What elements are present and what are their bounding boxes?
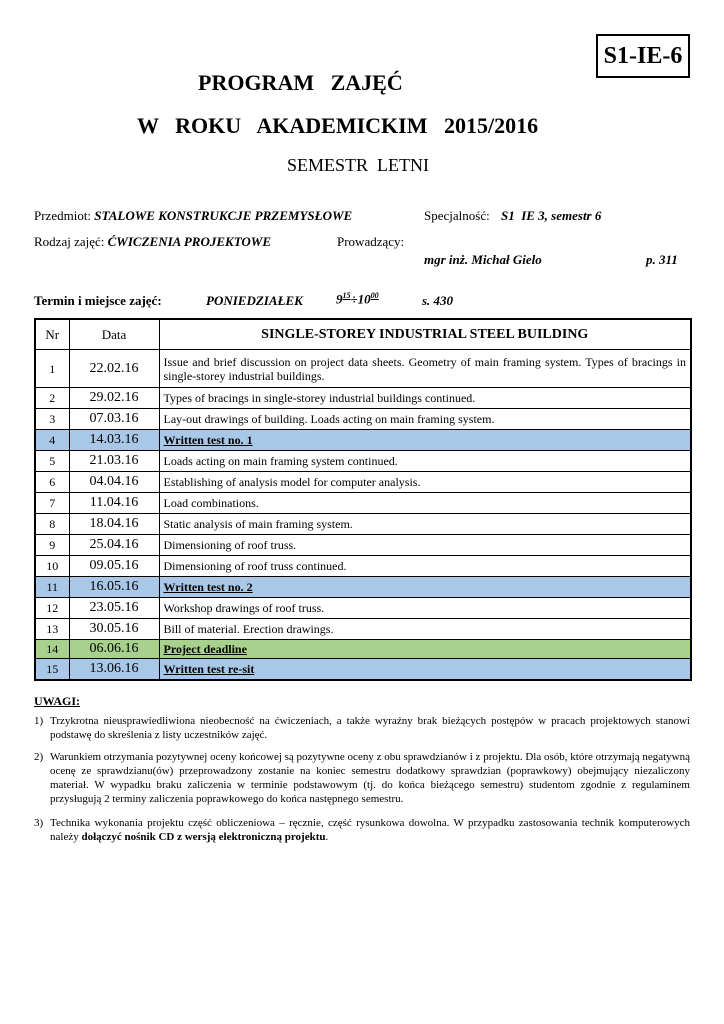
class-type-value: ĆWICZENIA PROJEKTOWE bbox=[107, 234, 272, 249]
semester-title: SEMESTR LETNI bbox=[287, 155, 429, 175]
table-row-deadline: 14 06.06.16 Project deadline bbox=[35, 640, 691, 659]
table-row-highlight: 11 16.05.16 Written test no. 2 bbox=[35, 577, 691, 598]
note-item: 3) Technika wykonania projektu część obliczeniowa – ręcznie, część rysunkowa dowolna. W przypadku zastosowania technik komputerowych należy dołączyć nośnik CD z wersją elektroniczną projektu. bbox=[34, 817, 690, 843]
teacher-label: Prowadzący: bbox=[337, 234, 405, 249]
academic-year-title: W ROKU AKADEMICKIM 2015/2016 bbox=[137, 113, 539, 138]
class-type-label: Rodzaj zajęć: bbox=[34, 234, 105, 249]
specialty-label: Specjalność: bbox=[424, 208, 490, 223]
table-row: 8 18.04.16 Static analysis of main framing system. bbox=[35, 514, 691, 535]
schedule-table bbox=[34, 318, 692, 681]
notes-heading: UWAGI: bbox=[34, 694, 81, 708]
specialty-line bbox=[424, 208, 601, 224]
note-item: 1) Trzykrotna nieusprawiedliwiona nieobecność na ćwiczeniach, a także wyraźny brak bieżących postępów w pracach projektowych stanowi podstawę do skreślenia z listy uczestników zajęć. bbox=[34, 715, 690, 741]
cd-requirement: dołączyć nośnik CD z wersją elektroniczną projektu bbox=[81, 831, 326, 843]
specialty-value: S1 IE 3, semestr 6 bbox=[500, 208, 602, 223]
table-row-highlight: 4 14.03.16 Written test no. 1 bbox=[35, 430, 691, 451]
table-row: 7 11.04.16 Load combinations. bbox=[35, 493, 691, 514]
subject-label: Przedmiot: bbox=[34, 208, 92, 223]
table-row: 10 09.05.16 Dimensioning of roof truss continued. bbox=[35, 556, 691, 577]
header-date: Data bbox=[69, 319, 159, 350]
table-row: 9 25.04.16 Dimensioning of roof truss. bbox=[35, 535, 691, 556]
term-label: Termin i miejsce zajęć: bbox=[34, 293, 162, 308]
table-row: 12 23.05.16 Workshop drawings of roof truss. bbox=[35, 598, 691, 619]
table-row: 6 04.04.16 Establishing of analysis model for computer analysis. bbox=[35, 472, 691, 493]
table-row: 13 30.05.16 Bill of material. Erection drawings. bbox=[35, 619, 691, 640]
document-code: S1-IE-6 bbox=[596, 34, 690, 78]
table-row: 2 29.02.16 Types of bracings in single-storey industrial buildings continued. bbox=[35, 388, 691, 409]
header-description: SINGLE-STOREY INDUSTRIAL STEEL BUILDING bbox=[159, 319, 691, 350]
table-row: 3 07.03.16 Lay-out drawings of building. Loads acting on main framing system. bbox=[35, 409, 691, 430]
term-room: s. 430 bbox=[422, 293, 454, 308]
note-item: 2) Warunkiem otrzymania pozytywnej oceny końcowej są pozytywne oceny z obu sprawdzianów i z projektu. Dla osób, które otrzymają negatywną ocenę ze sprawdzianu(ów) przeprowadzony zostanie na koniec semestru dodatkowy sprawdzian (poprawkowy) obejmujący niezaliczony materiał. W wypadku braku zaliczenia w terminie podstawowym (tj. do końca bieżącego semestru) studentom zgodnie z regulaminem przysługują 2 terminy zaliczenia poprawkowego do końca następnego semestru. bbox=[34, 751, 690, 805]
table-header-row bbox=[35, 319, 691, 350]
class-type-line bbox=[34, 234, 271, 250]
term-day: PONIEDZIAŁEK bbox=[206, 293, 303, 308]
table-row: 5 21.03.16 Loads acting on main framing system continued. bbox=[35, 451, 691, 472]
table-row: 1 22.02.16 Issue and brief discussion on project data sheets. Geometry of main framing system. Types of bracings in single-storey industrial buildings. bbox=[35, 350, 691, 388]
teacher-name: mgr inż. Michał Gielo bbox=[424, 252, 542, 267]
term-time: $9^{15}\div 10^{00}$ bbox=[336, 291, 379, 307]
subject-value: STALOWE KONSTRUKCJE PRZEMYSŁOWE bbox=[94, 208, 353, 223]
page-title: PROGRAM ZAJĘĆ bbox=[198, 70, 403, 95]
subject-line bbox=[34, 208, 352, 224]
table-row-highlight: 15 13.06.16 Written test re-sit bbox=[35, 659, 691, 680]
teacher-room: p. 311 bbox=[646, 252, 678, 267]
header-nr: Nr bbox=[35, 319, 69, 350]
